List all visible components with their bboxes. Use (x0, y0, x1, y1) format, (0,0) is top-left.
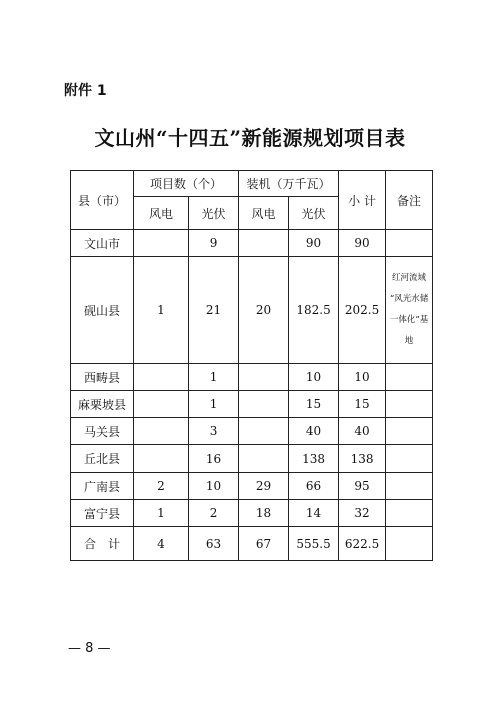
cell-wind-count (134, 364, 189, 391)
page-number: — 8 — (68, 641, 111, 656)
cell-county: 麻栗坡县 (71, 391, 134, 418)
cell-wind-capacity: 67 (239, 527, 289, 561)
cell-remark (386, 473, 433, 500)
table-row (71, 445, 433, 473)
cell-wind-count: 1 (134, 500, 189, 527)
cell-solar-capacity: 555.5 (289, 527, 339, 561)
document-title: 文山州“十四五”新能源规划项目表 (94, 126, 406, 150)
cell-remark (386, 445, 433, 473)
header-county: 县（市） (71, 171, 134, 230)
cell-wind-count: 2 (134, 473, 189, 500)
cell-solar-capacity: 182.5 (289, 257, 339, 364)
cell-solar-capacity: 14 (289, 500, 339, 527)
table-row (71, 364, 433, 391)
attachment-label: 附件 1 (64, 83, 107, 99)
cell-wind-count: 4 (134, 527, 189, 561)
cell-county: 马关县 (71, 418, 134, 445)
cell-remark (386, 391, 433, 418)
energy-projects-table (70, 170, 433, 561)
total-row (71, 527, 433, 561)
header-wind-capacity: 风电 (239, 197, 289, 230)
cell-county: 砚山县 (71, 257, 134, 364)
table-row (71, 230, 433, 257)
cell-solar-count: 63 (189, 527, 239, 561)
cell-subtotal: 90 (339, 230, 386, 257)
cell-subtotal: 15 (339, 391, 386, 418)
cell-remark (386, 527, 433, 561)
table-row (71, 473, 433, 500)
header-subtotal: 小 计 (339, 171, 386, 230)
header-remarks: 备注 (386, 171, 433, 230)
cell-wind-capacity (239, 230, 289, 257)
cell-wind-capacity (239, 445, 289, 473)
cell-solar-count: 1 (189, 391, 239, 418)
header-capacity: 装机（万千瓦） (239, 171, 339, 197)
cell-wind-capacity: 20 (239, 257, 289, 364)
cell-wind-count (134, 230, 189, 257)
cell-solar-capacity: 40 (289, 418, 339, 445)
cell-wind-count (134, 391, 189, 418)
table-row (71, 500, 433, 527)
cell-wind-capacity: 29 (239, 473, 289, 500)
cell-subtotal: 202.5 (339, 257, 386, 364)
cell-solar-count: 2 (189, 500, 239, 527)
cell-county: 西畴县 (71, 364, 134, 391)
cell-solar-count: 9 (189, 230, 239, 257)
cell-wind-count: 1 (134, 257, 189, 364)
cell-county: 富宁县 (71, 500, 134, 527)
cell-remark (386, 418, 433, 445)
cell-subtotal: 10 (339, 364, 386, 391)
cell-county: 广南县 (71, 473, 134, 500)
cell-wind-capacity (239, 364, 289, 391)
table-row (71, 257, 433, 364)
cell-solar-capacity: 10 (289, 364, 339, 391)
header-wind-count: 风电 (134, 197, 189, 230)
cell-wind-count (134, 418, 189, 445)
cell-subtotal: 622.5 (339, 527, 386, 561)
cell-county: 合 计 (71, 527, 134, 561)
cell-wind-count (134, 445, 189, 473)
remark-line: “风光水储 (389, 294, 429, 304)
cell-solar-count: 10 (189, 473, 239, 500)
cell-subtotal: 32 (339, 500, 386, 527)
cell-subtotal: 95 (339, 473, 386, 500)
cell-county: 丘北县 (71, 445, 134, 473)
cell-remark (386, 364, 433, 391)
remark-line: 一体化”基 (389, 315, 429, 325)
header-solar-count: 光伏 (189, 197, 239, 230)
cell-subtotal: 40 (339, 418, 386, 445)
cell-remark (386, 500, 433, 527)
cell-solar-capacity: 66 (289, 473, 339, 500)
cell-solar-count: 3 (189, 418, 239, 445)
cell-solar-count: 1 (189, 364, 239, 391)
header-solar-capacity: 光伏 (289, 197, 339, 230)
cell-subtotal: 138 (339, 445, 386, 473)
remark-line: 地 (404, 336, 414, 346)
cell-wind-capacity: 18 (239, 500, 289, 527)
table-row (71, 418, 433, 445)
cell-solar-capacity: 138 (289, 445, 339, 473)
cell-remark (386, 257, 433, 364)
header-row-1 (71, 171, 433, 197)
cell-solar-count: 16 (189, 445, 239, 473)
cell-solar-capacity: 15 (289, 391, 339, 418)
table-row (71, 391, 433, 418)
remark-line: 红河流域 (392, 273, 427, 283)
cell-wind-capacity (239, 418, 289, 445)
cell-wind-capacity (239, 391, 289, 418)
cell-remark (386, 230, 433, 257)
cell-solar-count: 21 (189, 257, 239, 364)
cell-solar-capacity: 90 (289, 230, 339, 257)
cell-county: 文山市 (71, 230, 134, 257)
header-project-count: 项目数（个） (134, 171, 239, 197)
